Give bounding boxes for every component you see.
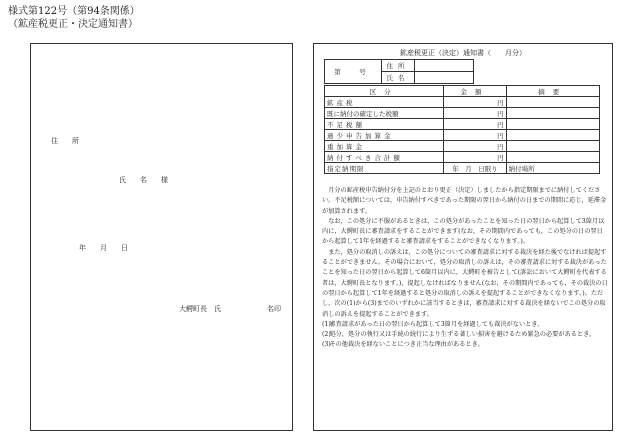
row-label: 不足税額: [325, 119, 444, 130]
table-row: [325, 119, 600, 130]
table-row: [325, 130, 600, 141]
row-label: 重加算金: [325, 141, 444, 152]
row-remarks: [506, 119, 599, 130]
table-row: [325, 152, 600, 163]
deadline-row: [325, 163, 600, 174]
notice-panel: [313, 43, 613, 431]
row-label: 既に納付の確定した税額: [325, 108, 444, 119]
payment-place-label: 納付場所: [506, 163, 599, 174]
row-label: 過少申告加算金: [325, 130, 444, 141]
paragraph: また，処分の取消しの訴えは，この処分についての審査請求に対する裁決を経た後でなければ提起することができません。その場合において，処分の取消しの訴えは，その審査請求に対する裁決があったことを知った日の翌日から起算して6箇月以内に，大鰐町を被告として(訴訟において大鰐町を代表する者は，大鰐町長となります。)，提起しなければなりません(なお，その期間内であっても，その裁決の日の翌日から起算して1年を経過すると処分の取消しの訴えを提起することができなくなります。)。ただし，次の(1)から(3)までのいずれかに該当するときは，審査請求に対する裁決を経ないでこの処分の取消しの訴えを提起することができます。: [322, 248, 608, 318]
row-amount: 円: [444, 141, 506, 152]
row-amount: 円: [444, 108, 506, 119]
deadline-label: 指定納期限: [325, 163, 444, 174]
item-text: その他裁決を経ないことにつき正当な理由があるとき。: [329, 341, 484, 349]
list-item: [322, 320, 608, 330]
table-header-row: [325, 86, 600, 97]
address-cell: [415, 60, 474, 72]
row-remarks: [506, 152, 599, 163]
table-row: [325, 141, 600, 152]
row-remarks: [506, 108, 599, 119]
row-remarks: [506, 141, 599, 152]
header-remarks: 摘要: [506, 86, 599, 97]
header-amount: 金額: [444, 86, 506, 97]
issuer-label: 大鰐町長 氏: [179, 305, 221, 313]
table-row: [325, 108, 600, 119]
tax-amount-table: [324, 85, 600, 174]
form-subtitle: （鉱産税更正・決定通知書）: [8, 19, 138, 30]
form-number: 様式第122号（第94条関係）: [8, 6, 140, 17]
deadline-value: 年 月 日限り: [444, 163, 506, 174]
item-number: (1): [322, 320, 331, 328]
taxpayer-table: [324, 59, 474, 84]
addressee-panel: [30, 43, 293, 431]
paragraph: 月分の鉱産税申告納付分を上記のとおり更正（決定）しましたから指定期限までに納付してください。不足税額については，申告納付すべきであった期限の翌日から納付の日までの期間に応じ，延滞金が加算されます。: [322, 187, 607, 215]
address-header: 住所: [382, 60, 415, 72]
notice-title: 鉱産税更正（決定）通知書（ 月分）: [400, 49, 526, 57]
row-label: 納付すべき合計額: [325, 152, 444, 163]
list-item: [322, 330, 608, 340]
notice-body: [322, 186, 608, 351]
seal-label: 名印: [267, 305, 281, 313]
item-text: 処分，処分の執行又は手続の続行により生ずる著しい損害を避けるため緊急の必要があるとき。: [329, 331, 596, 339]
row-remarks: [506, 130, 599, 141]
row-remarks: [506, 97, 599, 108]
header-category: 区分: [325, 86, 444, 97]
row-amount: 円: [444, 130, 506, 141]
name-cell: [415, 72, 474, 84]
row-amount: 円: [444, 119, 506, 130]
table-row: [325, 97, 600, 108]
address-label: 住 所: [51, 137, 79, 145]
name-label: 氏 名 様: [119, 176, 168, 184]
date-label: 年 月 日: [79, 244, 128, 252]
row-amount: 円: [444, 152, 506, 163]
number-label: 第 号: [325, 60, 382, 84]
item-number: (3): [322, 341, 331, 349]
item-text: 審査請求があった日の翌日から起算して3箇月を経過しても裁決がないとき。: [329, 320, 544, 328]
row-amount: 円: [444, 97, 506, 108]
list-item: [322, 340, 608, 350]
paragraph: なお，この処分に不服があるときは，この処分があったことを知った日の翌日から起算して3箇月以内に，大鰐町長に審査請求をすることができます(なお，その期間内であっても，この処分の日の翌日から起算して1年を経過すると審査請求をすることができなくなります。)。: [322, 217, 605, 246]
item-number: (2): [322, 331, 331, 339]
row-label: 鉱産税: [325, 97, 444, 108]
name-header: 氏名: [382, 72, 415, 84]
